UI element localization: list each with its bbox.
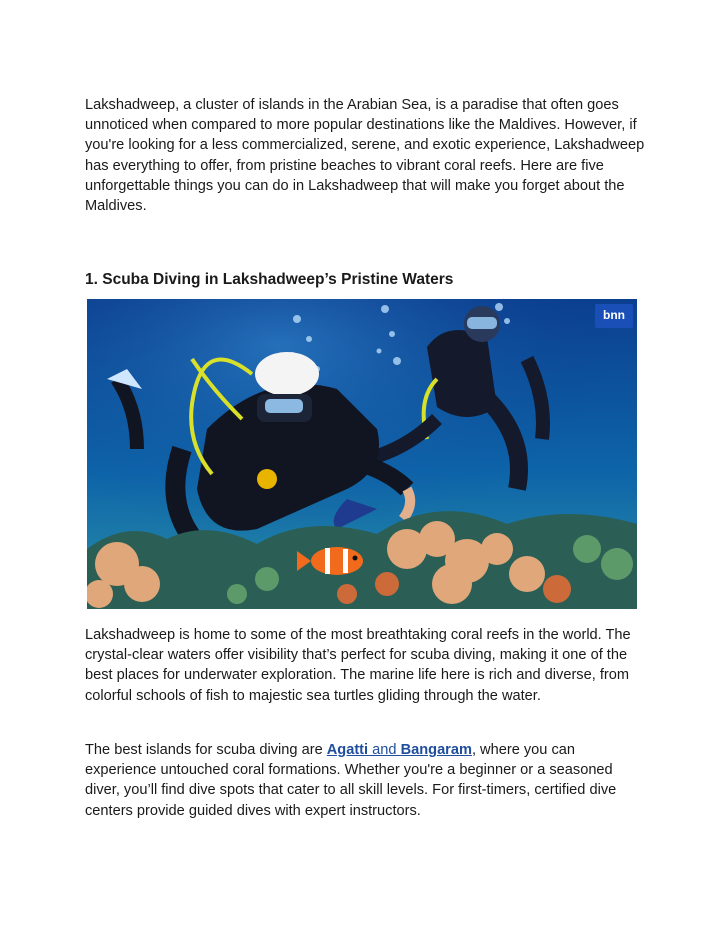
paragraph-text-before: The best islands for scuba diving are (85, 742, 327, 758)
link-join-text: and (368, 742, 401, 758)
section-heading: 1. Scuba Diving in Lakshadweep’s Pristine Waters (85, 271, 454, 288)
body-paragraph-2 (85, 740, 645, 821)
intro-paragraph: Lakshadweep, a cluster of islands in the Arabian Sea, is a paradise that often goes unnoticed when compared to more popular destinations like the Maldives. However, if you're looking for a less commercialized, serene, and exotic experience, Lakshadweep has everything to offer, from pristine beaches to vibrant coral reefs. Here are five unforgettable things you can do in Lakshadweep that will make you forget about the Maldives. (85, 97, 645, 215)
scuba-diving-photo (87, 299, 637, 609)
bnn-logo (595, 304, 633, 328)
link-bangaram: Bangaram (400, 742, 472, 758)
body-paragraph-1: Lakshadweep is home to some of the most breathtaking coral reefs in the world. The crystal-clear waters offer visibility that’s perfect for scuba diving, making it one of the best places for underwater exploration. The marine life here is rich and diverse, from colorful schools of fish to majestic sea turtles gliding through the water. (85, 627, 631, 704)
paragraph-text-after: , where you can experience untouched coral formations. Whether you're a beginner or a seasoned diver, you’ll find dive spots that cater to all skill levels. For first-timers, certified dive centers provide guided dives with expert instructors. (85, 742, 617, 819)
agatti-bangaram-link[interactable] (327, 742, 472, 758)
bnn-logo-text: bnn (603, 308, 625, 322)
link-agatti: Agatti (326, 742, 369, 758)
